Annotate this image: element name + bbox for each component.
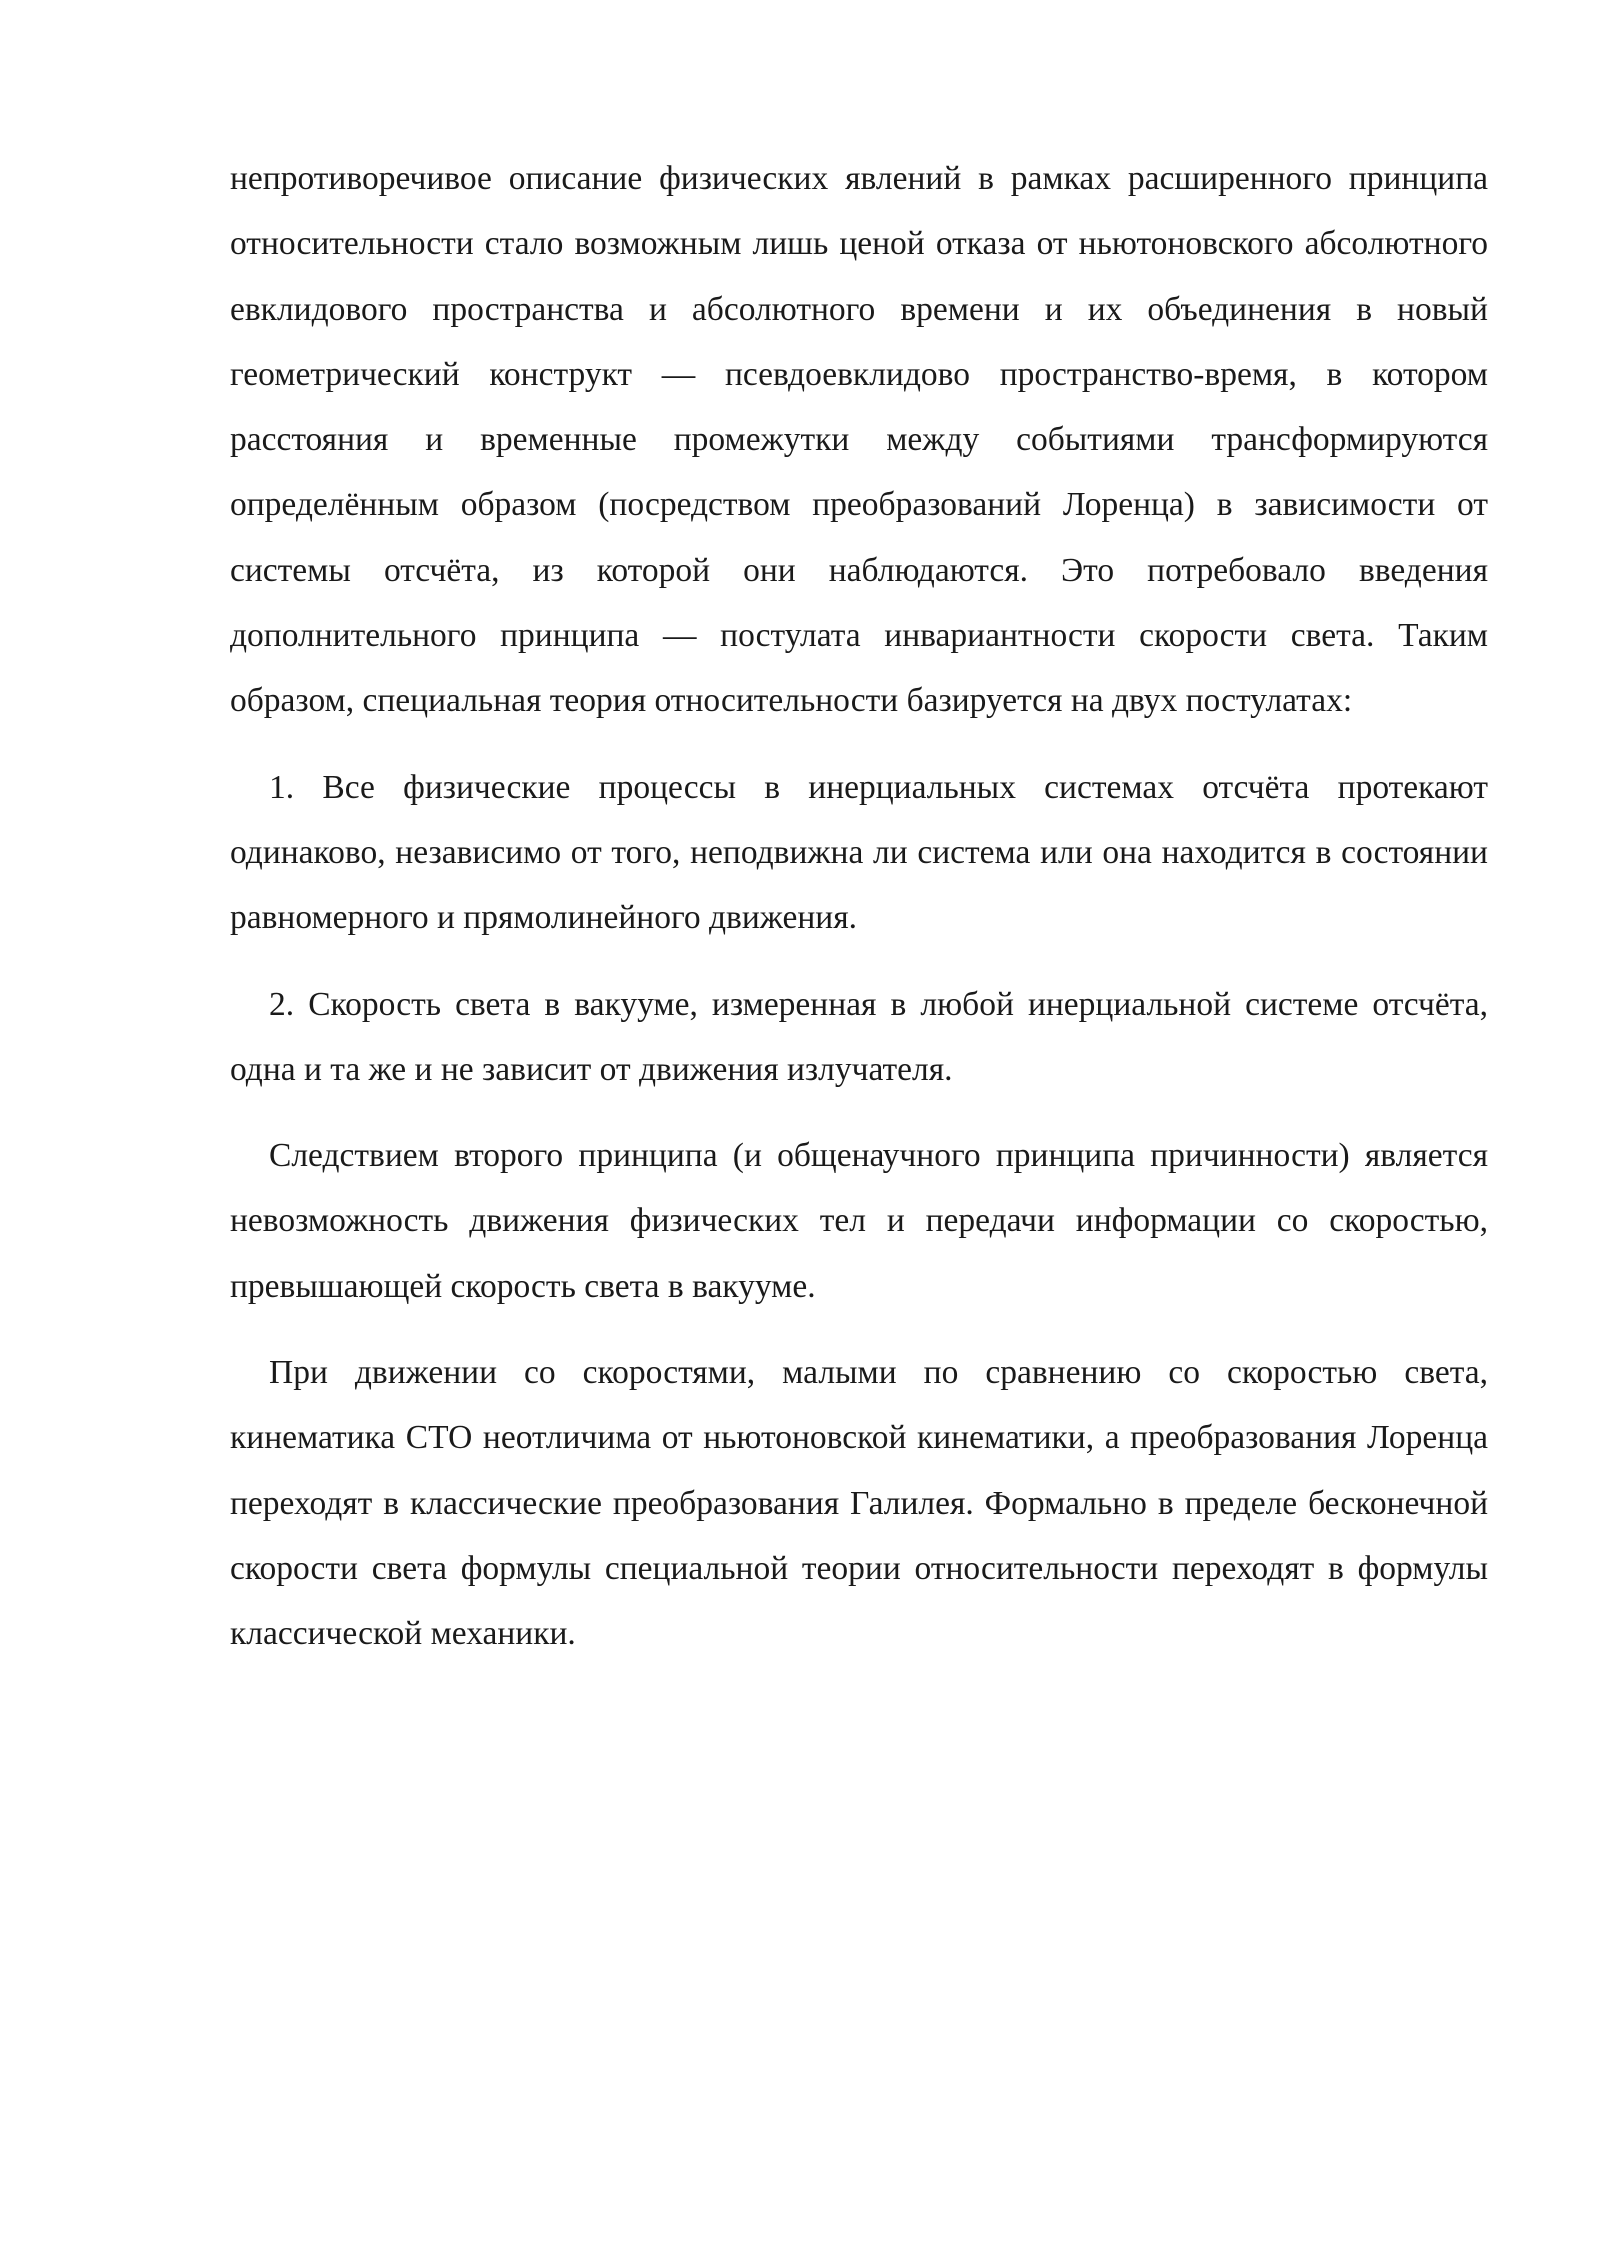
- paragraph-low-speed-limit: При движении со скоростями, малыми по сравнению со скоростью света, кинематика СТО неотличима от ньютоновской кинематики, а преобразования Лоренца переходят в классические преобразования Галилея. Формально в пределе бесконечной скорости света формулы специальной теории относительности переходят в формулы классической механики.: [230, 1354, 1488, 1653]
- paragraph-consequence: Следствием второго принципа (и общенаучного принципа причинности) является невозможность движения физических тел и передачи информации со скоростью, превышающей скорость света в вакууме.: [230, 1137, 1488, 1305]
- paragraph-postulate-1: 1. Все физические процессы в инерциальных системах отсчёта протекают одинаково, независимо от того, неподвижна ли система или она находится в состоянии равномерного и прямолинейного движения.: [230, 768, 1488, 937]
- document-body: [230, 146, 1488, 1667]
- paragraph-postulate-2: 2. Скорость света в вакууме, измеренная в любой инерциальной системе отсчёта, одна и та же и не зависит от движения излучателя.: [230, 985, 1488, 1088]
- paragraph-intro: непротиворечивое описание физических явлений в рамках расширенного принципа относительности стало возможным лишь ценой отказа от ньютоновского абсолютного евклидового пространства и абсолютного времени и их объединения в новый геометрический конструкт — псевдоевклидово пространство-время, в котором расстояния и временные промежутки между событиями трансформируются определённым образом (посредством преобразований Лоренца) в зависимости от системы отсчёта, из которой они наблюдаются. Это потребовало введения дополнительного принципа — постулата инвариантности скорости света. Таким образом, специальная теория относительности базируется на двух постулатах:: [230, 160, 1488, 720]
